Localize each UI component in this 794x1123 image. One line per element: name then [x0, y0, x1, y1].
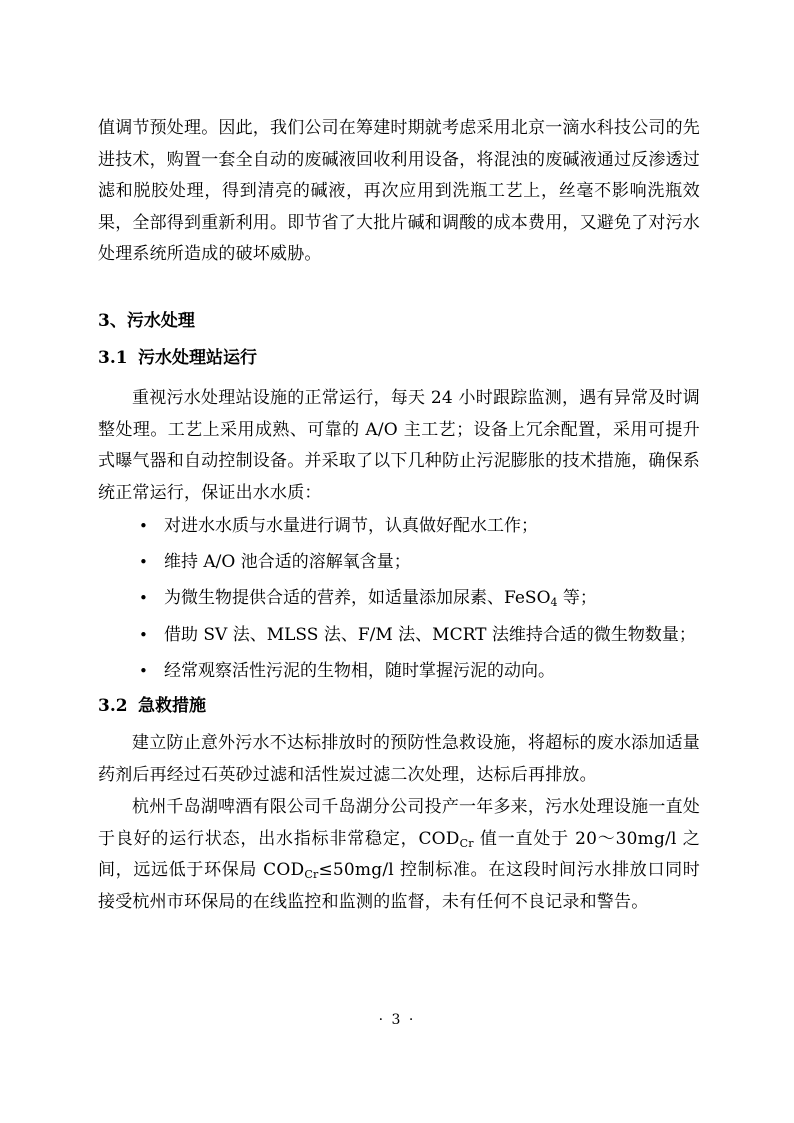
section-3-1-heading — [98, 346, 257, 370]
section-3-2-paragraph-1: 建立防止意外污水不达标排放时的预防性急救设施，将超标的废水添加适量药剂后再经过石英砂过滤和活性炭过滤二次处理，达标后再排放。 — [98, 733, 700, 785]
bullet-icon: • — [139, 661, 148, 680]
intro-paragraph: 值调节预处理。因此，我们公司在筹建时期就考虑采用北京一滴水科技公司的先进技术，购置一套全自动的废碱液回收利用设备，将混浊的废碱液通过反渗透过滤和脱胶处理，得到清亮的碱液，再次应用到洗瓶工艺上，丝毫不影响洗瓶效果，全部得到重新利用。即节省了大批片碱和调酸的成本费用，又避免了对污水处理系统所造成的破坏威胁。 — [98, 118, 700, 264]
section-3-2-paragraph-2: 杭州千岛湖啤酒有限公司千岛湖分公司投产一年多来，污水处理设施一直处于良好的运行状态，出水指标非常稳定，$COD_{Cr}$ 值一直处于 20～30mg/l 之间，远远低于环保局 $COD_{Cr}\le 50mg/l$ 控制标准。在这段时间污水排放口同时接受杭州市环保局的在线监控和监测的监督，未有任何不良记录和警告。 — [98, 797, 700, 912]
section-3-2-title: 急救措施 — [138, 696, 206, 716]
list-item-text: 借助 SV 法、MLSS 法、F/M 法、MCRT 法维持合适的微生物数量； — [164, 624, 696, 645]
section-3-1-number: 3.1 — [98, 348, 128, 368]
section-3-2-number: 3.2 — [98, 696, 128, 716]
bullet-icon: • — [139, 625, 148, 644]
page-number: · 3 · — [378, 1012, 416, 1028]
list-item — [136, 586, 706, 622]
list-item-text: 经常观察活性污泥的生物相，随时掌握污泥的动向。 — [164, 660, 555, 681]
list-item — [136, 659, 706, 695]
bullet-icon: • — [139, 589, 148, 608]
measures-list — [136, 514, 706, 695]
bullet-icon: • — [139, 517, 148, 535]
bullet-icon: • — [139, 553, 148, 572]
list-item — [136, 623, 706, 659]
section-3-1-title: 污水处理站运行 — [138, 348, 257, 368]
list-item — [136, 550, 706, 586]
section-3-1-paragraph: 重视污水处理站设施的正常运行，每天 24 小时跟踪监测，遇有异常及时调整处理。工艺上采用成熟、可靠的 A/O 主工艺；设备上冗余配置，采用可提升式曝气器和自动控制设备。并采取了以下几种防止污泥膨胀的技术措施，确保系统正常运行，保证出水水质： — [98, 388, 700, 503]
list-item-text: 为微生物提供合适的营养，如适量添加尿素、FeSO$_4$ 等； — [164, 588, 597, 610]
list-item — [136, 514, 706, 550]
list-item-text: 维持 A/O 池合适的溶解氧含量； — [164, 552, 411, 573]
section-3-2-heading — [98, 694, 206, 718]
section-3-heading: 3、污水处理 — [98, 311, 195, 331]
list-item-text: 对进水水质与水量进行调节，认真做好配水工作； — [164, 516, 538, 536]
